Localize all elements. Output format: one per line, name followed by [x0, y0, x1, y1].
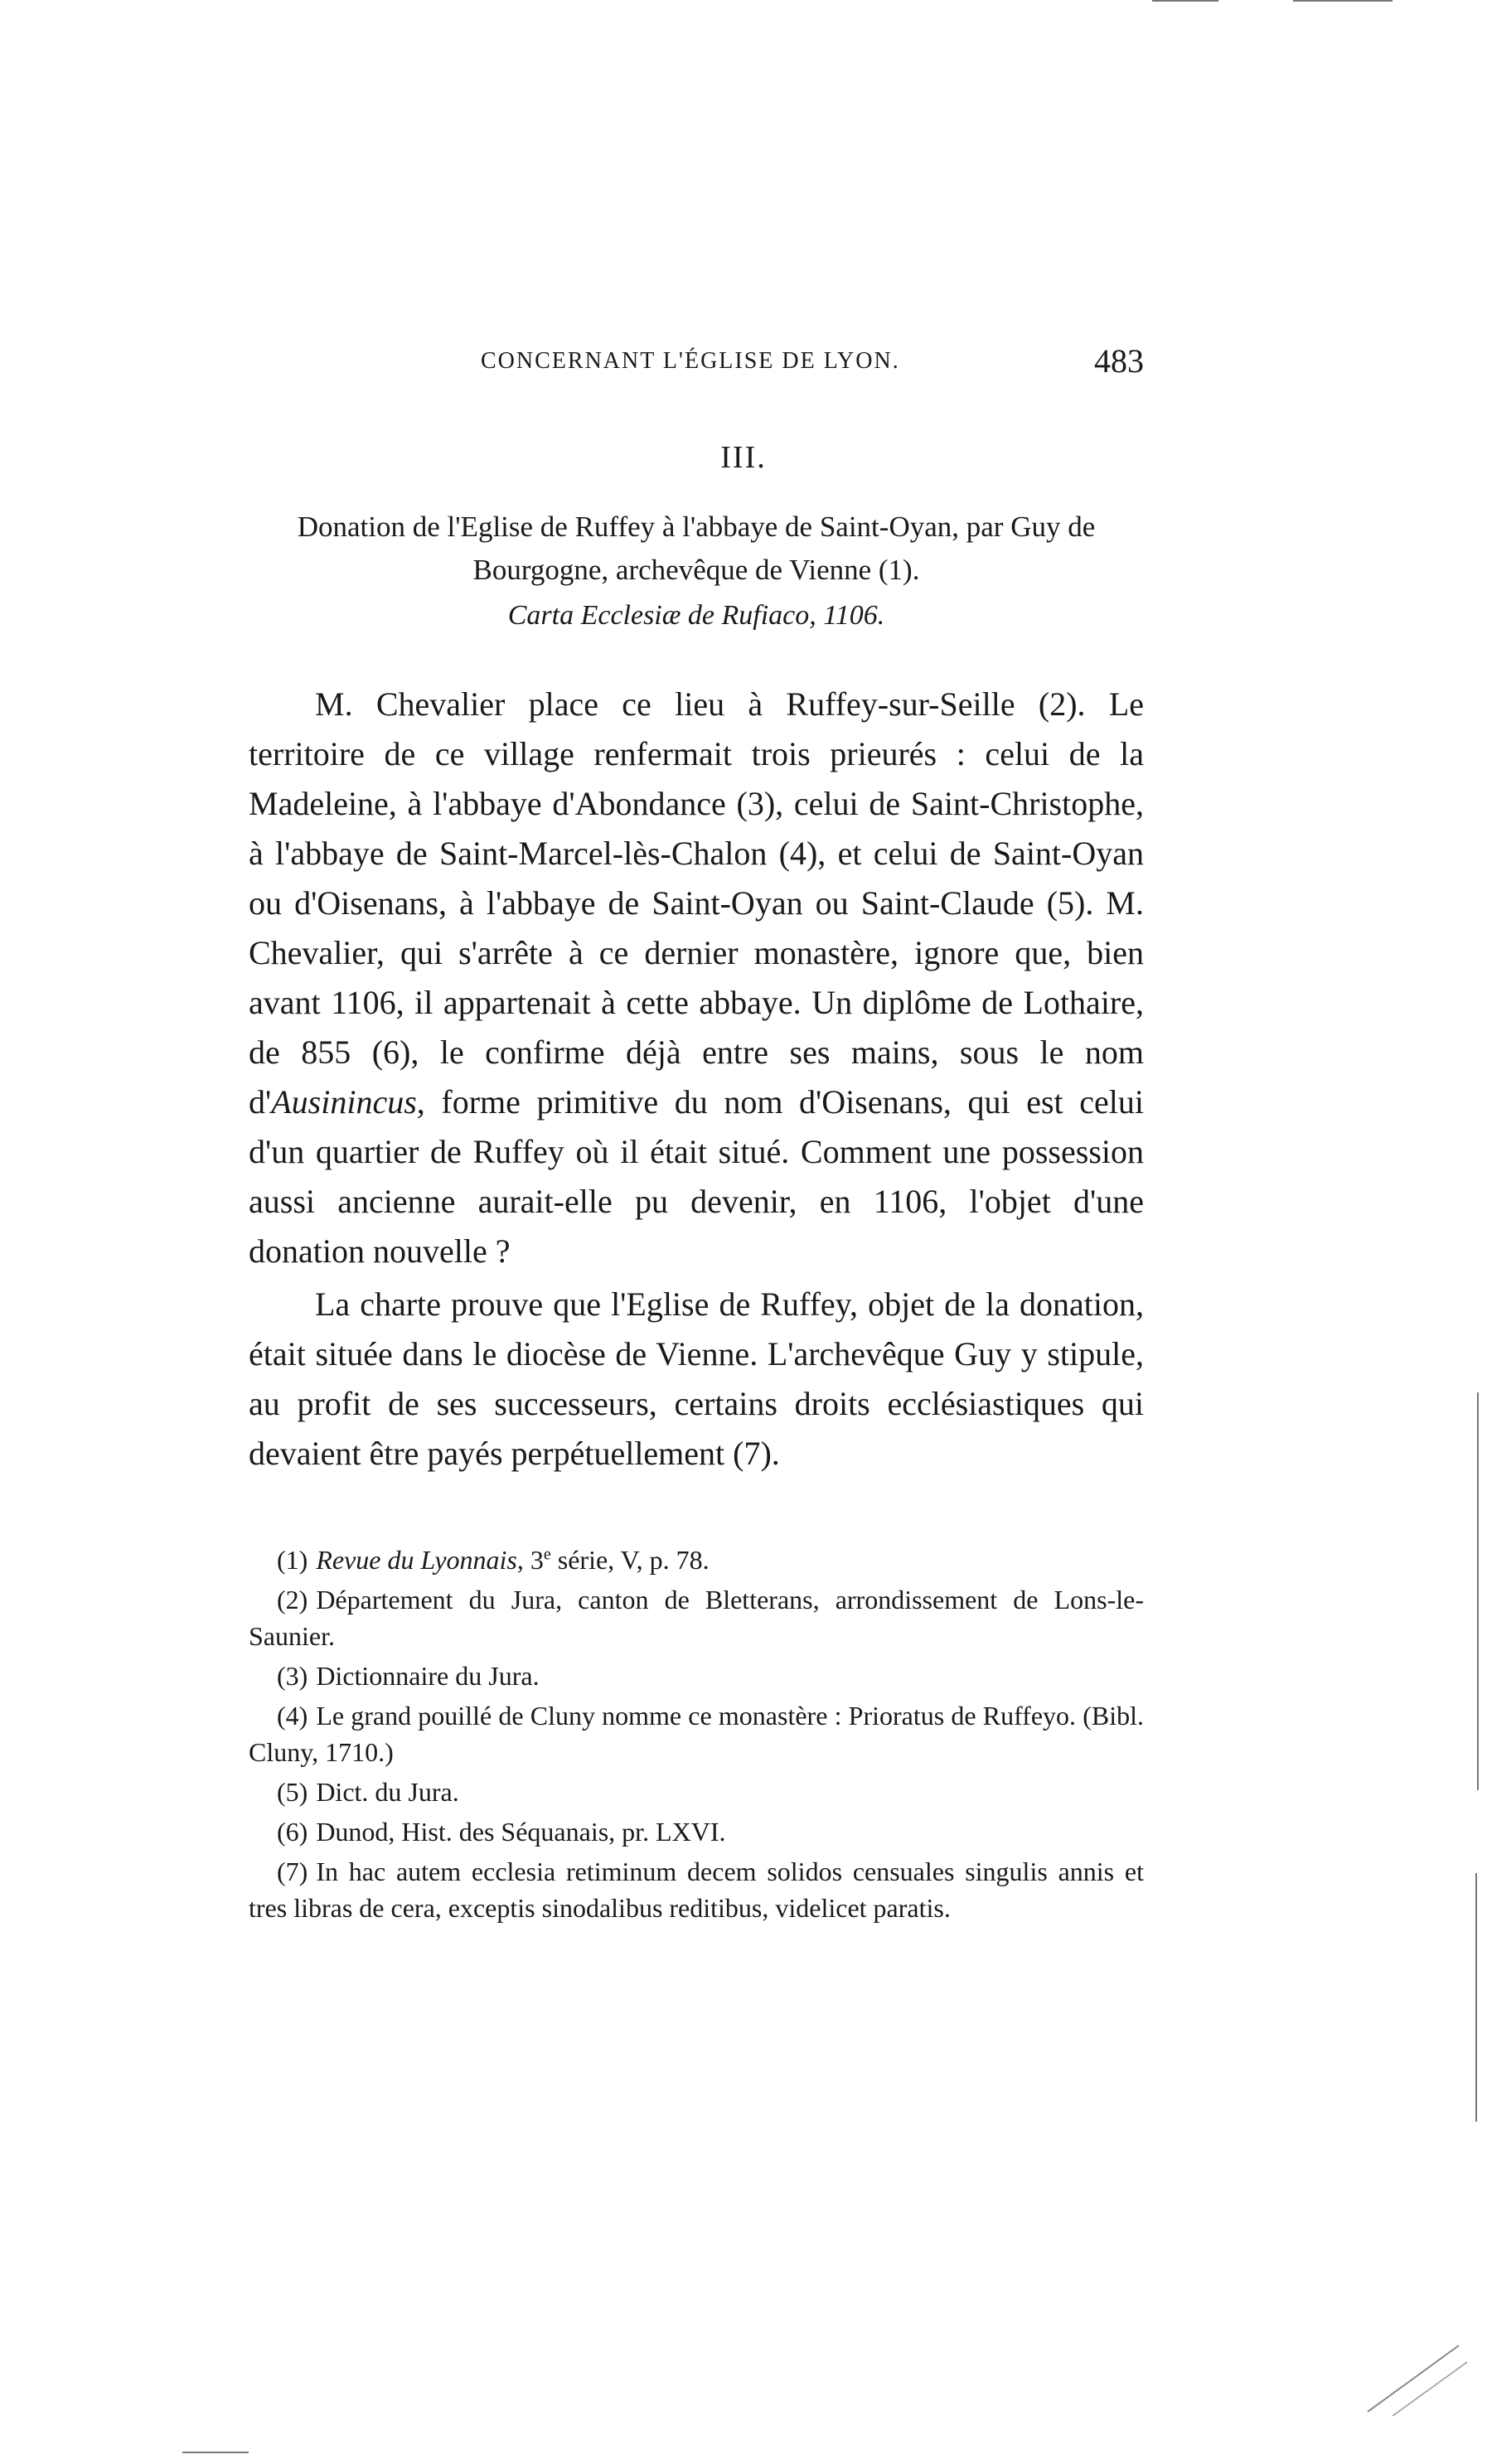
footnotes	[249, 1542, 1144, 1929]
footnote-1-superscript: e	[543, 1545, 551, 1564]
footnote-number: (2)	[277, 1585, 308, 1614]
scan-edge-mark	[1475, 1873, 1477, 2122]
scan-edge-mark	[1477, 1392, 1479, 1790]
footnote-1-part-a: , 3	[516, 1545, 544, 1575]
document-title	[249, 506, 1144, 592]
footnote-number: (6)	[277, 1817, 308, 1847]
title-line-1: Donation de l'Eglise de Ruffey à l'abbaye de Saint-Oyan, par Guy de	[297, 511, 1096, 543]
paragraph-1	[249, 680, 1144, 1276]
footnote-7	[249, 1853, 1144, 1926]
document-subtitle: Carta Ecclesiæ de Rufiaco, 1106.	[507, 600, 885, 631]
scan-edge-mark	[182, 2452, 249, 2453]
title-line-2: Bourgogne, archevêque de Vienne (1).	[472, 554, 920, 586]
footnote-1	[249, 1542, 1144, 1578]
section-number: III.	[720, 440, 767, 475]
scan-corner-mark	[1359, 2337, 1475, 2420]
footnote-2	[249, 1581, 1144, 1654]
main-text	[249, 680, 1144, 1479]
paragraph-1-part-a: M. Chevalier place ce lieu à Ruffey-sur-Seille (2). Le territoire de ce village renfermait trois prieurés : celui de la Madeleine, à l'abbaye d'Abondance (3), celui de Saint-Christophe, à l'abbaye de Saint-Marcel-lès-Chalon (4), et celui de Saint-Oyan ou d'Oisenans, à l'abbaye de Saint-Oyan ou Saint-Claude (5). M. Chevalier, qui s'arrête à ce dernier monastère, ignore que, bien avant 1106, il appartenait à cette abbaye. Un diplôme de Lothaire, de 855 (6), le confirme déjà entre ses mains, sous le nom d'	[249, 685, 1144, 1121]
footnote-3-text: Dictionnaire du Jura.	[316, 1661, 540, 1691]
footnote-number: (3)	[277, 1661, 308, 1691]
paragraph-1-part-b: , forme primitive du nom d'Oisenans, qui est celui d'un quartier de Ruffey où il était situé. Comment une possession aussi ancienne aurait-elle pu devenir, en 1106, l'objet d'une donation nouvelle ?	[249, 1083, 1144, 1270]
paragraph-1-italic-term: Ausinincus	[271, 1083, 417, 1121]
scan-edge-mark	[1293, 0, 1393, 2]
page-number: 483	[1094, 342, 1144, 380]
footnote-1-part-b: série, V, p. 78.	[550, 1545, 710, 1575]
footnote-5	[249, 1774, 1144, 1810]
paragraph-2: La charte prouve que l'Eglise de Ruffey, objet de la donation, était située dans le diocèse de Vienne. L'archevêque Guy y stipule, au profit de ses successeurs, certains droits ecclésiastiques qui devaient être payés perpétuellement (7).	[249, 1285, 1144, 1472]
footnote-number: (1)	[277, 1545, 308, 1575]
scan-edge-mark	[1152, 0, 1218, 2]
footnote-number: (5)	[277, 1777, 308, 1807]
footnote-6-text: Dunod, Hist. des Séquanais, pr. LXVI.	[316, 1817, 726, 1847]
running-head: CONCERNANT L'ÉGLISE DE LYON.	[481, 348, 900, 374]
footnote-2-text: Département du Jura, canton de Bletterans, arrondissement de Lons-le-Saunier.	[249, 1585, 1144, 1651]
footnote-5-text: Dict. du Jura.	[316, 1777, 459, 1807]
footnote-7-text: In hac autem ecclesia retiminum decem solidos censuales singulis annis et tres libras de cera, exceptis sinodalibus reditibus, videlicet paratis.	[249, 1856, 1144, 1923]
footnote-number: (7)	[277, 1856, 308, 1886]
footnote-3	[249, 1658, 1144, 1694]
footnote-4	[249, 1697, 1144, 1770]
footnote-1-italic: Revue du Lyonnais	[316, 1545, 517, 1575]
footnote-4-text: Le grand pouillé de Cluny nomme ce monastère : Prioratus de Ruffeyo. (Bibl. Cluny, 1710.)	[249, 1701, 1144, 1767]
footnote-6	[249, 1813, 1144, 1850]
footnote-number: (4)	[277, 1701, 308, 1731]
page-header	[249, 341, 1144, 391]
